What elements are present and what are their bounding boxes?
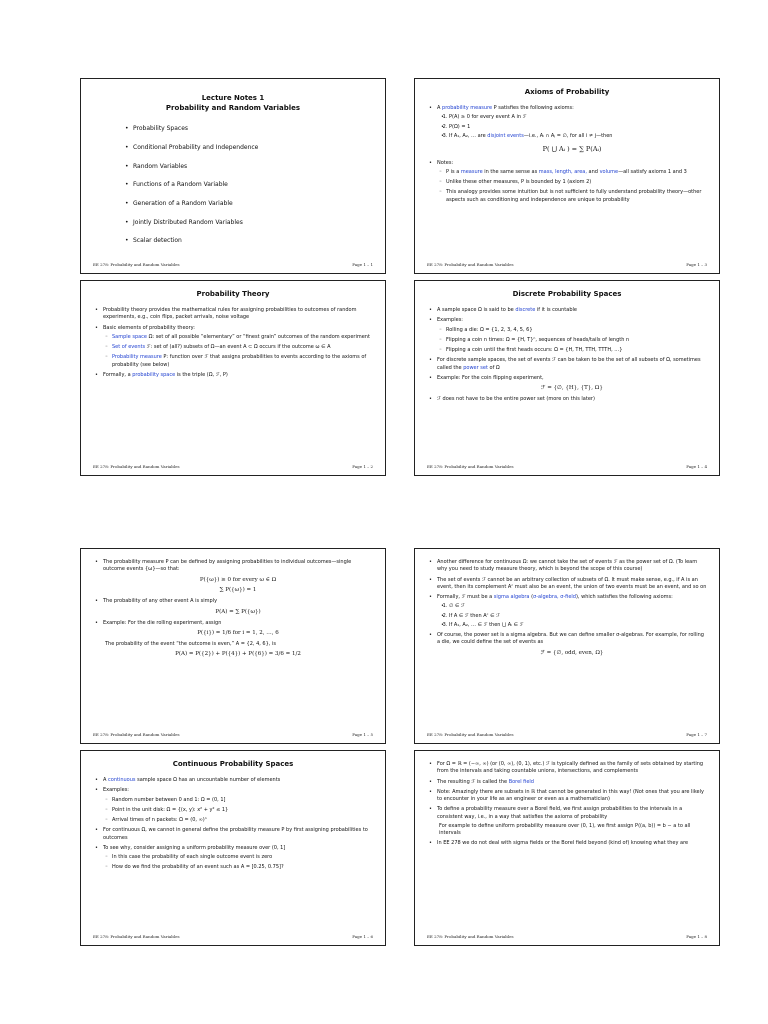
equation: ∑ P({ω}) = 1 bbox=[219, 587, 257, 594]
list-item: ◦ In this case the probability of each single outcome event is zero bbox=[112, 854, 373, 861]
list-item: • Scalar detection bbox=[133, 237, 373, 246]
slide-footer bbox=[93, 934, 373, 940]
list-item: ◦ This analogy provides some intuition but is not sufficient to fully understand probability theory—other aspects such as conditioning and independence are unique to probability bbox=[446, 189, 707, 204]
bullet-list bbox=[427, 761, 707, 848]
slide-7 bbox=[80, 750, 386, 946]
slide-footer bbox=[427, 464, 707, 470]
slide-3 bbox=[80, 280, 386, 476]
list-item: • Conditional Probability and Independence bbox=[133, 144, 373, 153]
footer-page: Page 1 – 1 bbox=[352, 262, 373, 268]
text: ℱ: set of (all?) subsets of Ω—an event A ⊂ Ω occurs if the outcome ω ∈ A bbox=[145, 344, 331, 351]
list-item bbox=[103, 559, 373, 595]
term-link: probability space bbox=[132, 371, 176, 378]
text: in the same sense as bbox=[482, 168, 539, 175]
text: Formally, a bbox=[103, 371, 133, 378]
footer-page: Page 1 – 6 bbox=[352, 934, 373, 940]
list-item: ◦ Flipping a coin n times: Ω = {H, T}ⁿ, sequences of heads/tails of length n bbox=[446, 337, 707, 344]
text: P: function over ℱ that assigns probabilities to events according to the axioms of probability (see below) bbox=[112, 354, 367, 368]
equation: P({i}) = 1/6 for i = 1, 2, …, 6 bbox=[197, 629, 279, 636]
term-link: σ-algebra, σ-field bbox=[533, 594, 576, 600]
list-item: • Random Variables bbox=[133, 163, 373, 172]
text: A bbox=[437, 105, 443, 112]
list-item bbox=[112, 334, 373, 341]
text: Example: For the coin flipping experiment, bbox=[437, 374, 544, 381]
text: For example to define uniform probability measure over (0, 1), we first assign P((a, b)) = b − a to all intervals bbox=[439, 822, 691, 836]
list-item: • In EE 278 we do not deal with sigma fields or the Borel field beyond (kind of) knowing what they are bbox=[437, 840, 707, 847]
list-item: • Functions of a Random Variable bbox=[133, 181, 373, 190]
axiom-list bbox=[437, 114, 707, 140]
footer-course: EE 278: Probability and Random Variables bbox=[93, 262, 180, 268]
sub-list bbox=[103, 334, 373, 369]
list-item bbox=[112, 354, 373, 369]
list-item bbox=[103, 598, 373, 616]
slide-title: Axioms of Probability bbox=[524, 88, 610, 96]
bullet-list bbox=[427, 307, 707, 403]
equation: P(A) = P({2}) + P({4}) + P({6}) = 3/6 = 1/2 bbox=[175, 651, 301, 658]
list-item: • Note: Amazingly there are subsets in ℝ that cannot be generated in this way! (Not ones that you are likely to encounter in your life as an engineer or even as a mathematician) bbox=[437, 789, 707, 804]
text: —i.e., Aᵢ ∩ Aⱼ = ∅, for all i ≠ j—then bbox=[523, 132, 613, 139]
bullet-list bbox=[427, 559, 707, 657]
footer-course: EE 278: Probability and Random Variables bbox=[93, 464, 180, 470]
text: The probability measure P can be defined by assigning probabilities to individual outcomes—single outcome events {ω}—so that: bbox=[103, 559, 352, 573]
slide-footer bbox=[93, 732, 373, 738]
text: sample space Ω has an uncountable number of elements bbox=[135, 777, 281, 784]
axiom-list bbox=[437, 603, 707, 629]
list-item: ◦ Random number between 0 and 1: Ω = (0, 1] bbox=[112, 797, 373, 804]
term-link: mass, length, area, bbox=[538, 168, 587, 175]
list-item: • Probability theory provides the mathematical rules for assigning probabilities to outcomes of random experiments, e.g., coin flips, packet arrivals, noise voltage bbox=[103, 307, 373, 322]
text: ), which satisfies the following axioms: bbox=[575, 594, 673, 600]
list-item: • 1. ∅ ∈ ℱ bbox=[449, 603, 707, 610]
list-item: • The set of events ℱ cannot be an arbitrary collection of subsets of Ω. It must make sense, e.g., if A is an event, then its complement Aᶜ must also be an event, the union of two events must be an event, and so on bbox=[437, 577, 707, 592]
text: is the triple (Ω, ℱ, P) bbox=[175, 371, 228, 378]
list-item: ◦ Unlike these other measures, P is bounded by 1 (axiom 2) bbox=[446, 179, 707, 186]
list-item: • 3. If A₁, A₂, … ∈ ℱ then ⋃ Aᵢ ∈ ℱ bbox=[449, 622, 707, 629]
term-link: disjoint events bbox=[487, 132, 524, 139]
equation: P( ⋃ Aᵢ ) = ∑ P(Aᵢ) bbox=[542, 145, 602, 154]
list-item bbox=[437, 307, 707, 314]
toc-list bbox=[93, 125, 373, 246]
list-item: • Probability Spaces bbox=[133, 125, 373, 134]
slide-footer bbox=[93, 262, 373, 268]
slide-6 bbox=[414, 548, 720, 744]
list-item bbox=[437, 317, 707, 354]
text: The probability of any other event A is simply bbox=[103, 598, 218, 605]
text: To define a probability measure over a Borel field, we first assign probabilities to the intervals in a consistent way, i.e., in a way that satisfies the axioms of probability bbox=[437, 806, 683, 820]
list-item: • Another difference for continuous Ω: we cannot take the set of events ℱ as the power set of Ω. (To learn why you need to study measure theory, which is beyond the scope of this course) bbox=[437, 559, 707, 574]
list-item bbox=[437, 779, 707, 786]
text: Formally, ℱ must be a bbox=[437, 594, 494, 600]
equation: P(A) = ∑ P({ω}) bbox=[215, 608, 261, 615]
slide-1 bbox=[80, 78, 386, 274]
list-item: ◦ Arrival times of n packets: Ω = (0, ∞)ⁿ bbox=[112, 817, 373, 824]
bullet-list bbox=[93, 559, 373, 659]
text: The probability of the event “the outcome is even,” A = {2, 4, 6}, is bbox=[105, 640, 276, 647]
list-item bbox=[103, 372, 373, 379]
text: To see why, consider assigning a uniform probability measure over (0, 1] bbox=[103, 844, 286, 851]
list-item bbox=[103, 787, 373, 824]
term-link: Set of events bbox=[112, 344, 146, 351]
term-link: power set bbox=[463, 364, 488, 371]
slide-title: Discrete Probability Spaces bbox=[512, 290, 622, 298]
footer-page: Page 1 – 2 bbox=[352, 464, 373, 470]
list-item bbox=[437, 105, 707, 154]
footer-page: Page 1 – 8 bbox=[686, 934, 707, 940]
text: A bbox=[103, 777, 109, 784]
slide-subtitle: Probability and Random Variables bbox=[165, 104, 301, 113]
footer-course: EE 278: Probability and Random Variables bbox=[93, 732, 180, 738]
list-item: • 2. P(Ω) = 1 bbox=[449, 124, 707, 131]
text: Basic elements of probability theory: bbox=[103, 324, 195, 331]
list-item: • Generation of a Random Variable bbox=[133, 200, 373, 209]
text: Ω: set of all possible “elementary” or “finest grain” outcomes of the random experiment bbox=[147, 333, 370, 340]
slide-8 bbox=[414, 750, 720, 946]
slide-title: Continuous Probability Spaces bbox=[172, 760, 294, 768]
slide-footer bbox=[93, 464, 373, 470]
footer-course: EE 278: Probability and Random Variables bbox=[427, 262, 514, 268]
term-link: discrete bbox=[515, 307, 536, 314]
list-item: • 2. If A ∈ ℱ then Aᶜ ∈ ℱ bbox=[449, 613, 707, 620]
term-link: Sample space bbox=[112, 333, 148, 340]
term-link: Probability measure bbox=[112, 354, 162, 361]
text: The resulting ℱ is called the bbox=[437, 778, 509, 785]
slide-title: Probability Theory bbox=[196, 290, 270, 298]
footer-course: EE 278: Probability and Random Variables bbox=[427, 732, 514, 738]
equation: P({ω}) ≥ 0 for every ω ∈ Ω bbox=[199, 576, 277, 583]
footer-page: Page 1 – 7 bbox=[686, 732, 707, 738]
text: of Ω bbox=[487, 364, 500, 371]
list-item bbox=[446, 169, 707, 176]
sub-list bbox=[437, 327, 707, 355]
list-item: • Jointly Distributed Random Variables bbox=[133, 219, 373, 228]
list-item: ◦ How do we find the probability of an event such as A = [0.25, 0.75]? bbox=[112, 864, 373, 871]
text: and bbox=[586, 168, 600, 175]
text: ( bbox=[529, 594, 534, 600]
list-item bbox=[437, 632, 707, 657]
term-link: measure bbox=[460, 168, 483, 175]
text: Examples: bbox=[103, 787, 129, 794]
footer-page: Page 1 – 4 bbox=[686, 464, 707, 470]
list-item: ◦ Rolling a die: Ω = {1, 2, 3, 4, 5, 6} bbox=[446, 327, 707, 334]
list-item bbox=[437, 357, 707, 372]
list-item bbox=[449, 133, 707, 140]
text: Examples: bbox=[437, 317, 463, 324]
text: P satisfies the following axioms: bbox=[492, 105, 574, 112]
list-item: ◦ Point in the unit disk: Ω = {(x, y): x² + y² ≤ 1} bbox=[112, 807, 373, 814]
list-item bbox=[103, 777, 373, 784]
list-item bbox=[437, 375, 707, 393]
list-item bbox=[437, 806, 707, 837]
term-link: sigma algebra bbox=[493, 594, 530, 600]
list-item: ◦ Flipping a coin until the first heads occurs: Ω = {H, TH, TTH, TTTH, …} bbox=[446, 347, 707, 354]
sub-list bbox=[103, 854, 373, 872]
term-link: Borel field bbox=[508, 778, 534, 785]
text: if it is countable bbox=[535, 307, 577, 314]
text: A sample space Ω is said to be bbox=[437, 307, 516, 314]
list-item: • ℱ does not have to be the entire power set (more on this later) bbox=[437, 396, 707, 403]
slide-2 bbox=[414, 78, 720, 274]
equation: ℱ = {∅, {H}, {T}, Ω} bbox=[541, 385, 603, 392]
text: —all satisfy axioms 1 and 3 bbox=[618, 168, 687, 175]
text: Notes: bbox=[437, 159, 454, 166]
footer-page: Page 1 – 5 bbox=[352, 732, 373, 738]
text: Of course, the power set is a sigma algebra. But we can define smaller σ-algebras. For example, for rolling a die, we could define the set of events as bbox=[437, 632, 704, 646]
slide-4 bbox=[414, 280, 720, 476]
list-item bbox=[437, 594, 707, 629]
bullet-list bbox=[93, 777, 373, 872]
sub-list bbox=[437, 169, 707, 204]
list-item: • 1. P(A) ≥ 0 for every event A in ℱ bbox=[449, 114, 707, 121]
footer-course: EE 278: Probability and Random Variables bbox=[93, 934, 180, 940]
term-link: continuous bbox=[108, 777, 136, 784]
text: For discrete sample spaces, the set of events ℱ can be taken to be the set of all subsets of Ω, sometimes called the bbox=[437, 357, 701, 371]
slide-footer bbox=[427, 262, 707, 268]
list-item bbox=[103, 620, 373, 659]
list-item bbox=[437, 160, 707, 204]
bullet-list bbox=[93, 307, 373, 379]
slide-title: Lecture Notes 1 bbox=[201, 94, 265, 102]
bullet-list bbox=[427, 105, 707, 204]
footer-course: EE 278: Probability and Random Variables bbox=[427, 934, 514, 940]
sub-list bbox=[103, 797, 373, 825]
list-item: • For continuous Ω, we cannot in general define the probability measure P by first assigning probabilities to outcomes bbox=[103, 827, 373, 842]
list-item bbox=[112, 344, 373, 351]
list-item: • For Ω = ℝ = (−∞, ∞) (or (0, ∞), (0, 1), etc.) ℱ is typically defined as the family of sets obtained by starting from the intervals and taking countable unions, intersections, and complements bbox=[437, 761, 707, 776]
footer-page: Page 1 – 3 bbox=[686, 262, 707, 268]
term-link: volume bbox=[599, 168, 619, 175]
list-item bbox=[103, 325, 373, 369]
equation: ℱ = {∅, odd, even, Ω} bbox=[540, 649, 604, 656]
text: Example: For the die rolling experiment, assign bbox=[103, 619, 222, 626]
slide-footer bbox=[427, 732, 707, 738]
text: If A₁, A₂, … are bbox=[449, 132, 488, 139]
list-item bbox=[103, 845, 373, 872]
text: P is a bbox=[446, 168, 461, 175]
term-link: probability measure bbox=[442, 105, 493, 112]
slide-5 bbox=[80, 548, 386, 744]
slide-footer bbox=[427, 934, 707, 940]
footer-course: EE 278: Probability and Random Variables bbox=[427, 464, 514, 470]
